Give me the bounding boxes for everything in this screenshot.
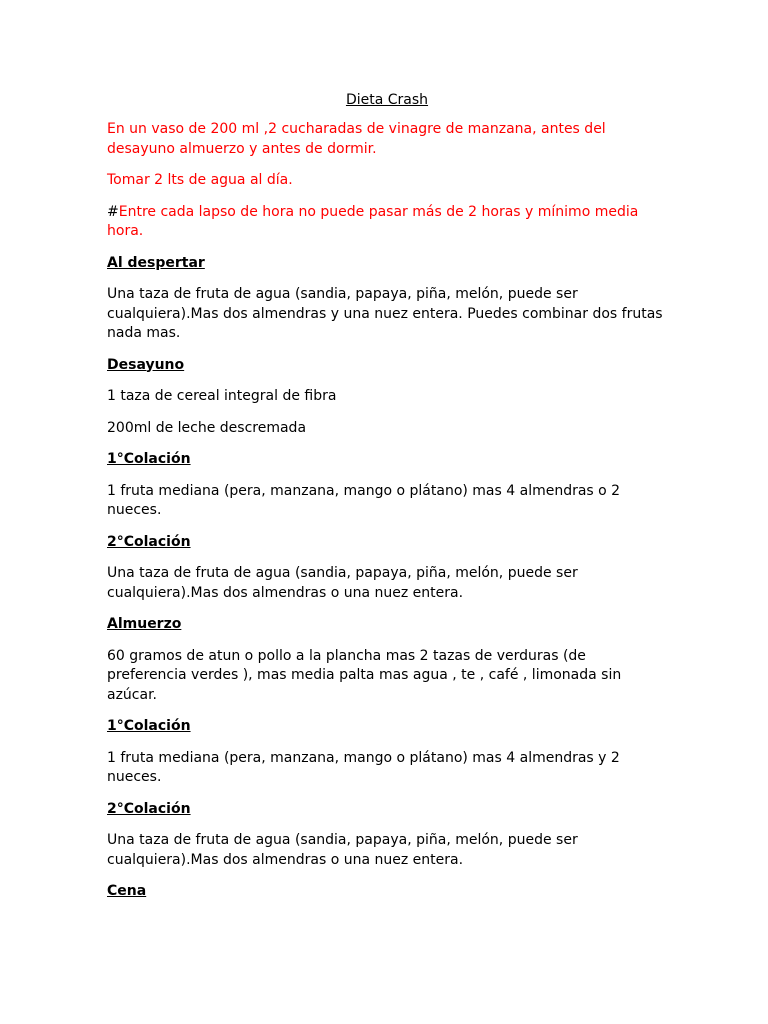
section-line: 1 fruta mediana (pera, manzana, mango o plátano) mas 4 almendras y 2 nueces.: [107, 749, 620, 785]
section-heading-al-despertar: Al despertar: [107, 254, 205, 271]
section-heading-colacion-2: 2°Colación: [107, 533, 191, 550]
section-heading-colacion-2b: 2°Colación: [107, 800, 191, 817]
section-heading-colacion-1b: 1°Colación: [107, 718, 191, 734]
intro-note: [107, 203, 667, 242]
section-line: 60 gramos de atun o pollo a la plancha mas 2 tazas de verduras (de preferencia verdes ), mas media palta mas agua , te , café , limonada sin azúcar.: [107, 647, 622, 703]
section-line: Una taza de fruta de agua (sandia, papaya, piña, melón, puede ser cualquiera).Mas dos almendras y una nuez entera. Puedes combinar dos frutas nada mas.: [107, 286, 663, 341]
document-title: Dieta Crash: [345, 92, 429, 108]
section-heading-desayuno: Desayuno: [107, 356, 185, 373]
section-line: 200ml de leche descremada: [107, 419, 307, 436]
section-heading-cena: Cena: [107, 883, 147, 899]
intro-water: Tomar 2 lts de agua al día.: [107, 172, 293, 188]
section-line: Una taza de fruta de agua (sandia, papaya, piña, melón, puede ser cualquiera).Mas dos almendras o una nuez entera.: [107, 832, 578, 868]
section-line: 1 fruta mediana (pera, manzana, mango o plátano) mas 4 almendras o 2 nueces.: [107, 482, 621, 518]
section-line: Una taza de fruta de agua (sandia, papaya, piña, melón, puede ser cualquiera).Mas dos almendras o una nuez entera.: [107, 565, 578, 601]
section-line: 1 taza de cereal integral de fibra: [107, 388, 337, 404]
note-prefix: #: [107, 203, 119, 220]
section-heading-colacion-1: 1°Colación: [107, 451, 191, 467]
note-text: Entre cada lapso de hora no puede pasar más de 2 horas y mínimo media hora.: [107, 203, 639, 239]
intro-vinegar: En un vaso de 200 ml ,2 cucharadas de vinagre de manzana, antes del desayuno almuerzo y antes de dormir.: [107, 121, 606, 157]
document-page: [107, 90, 667, 914]
section-heading-almuerzo: Almuerzo: [107, 616, 182, 632]
